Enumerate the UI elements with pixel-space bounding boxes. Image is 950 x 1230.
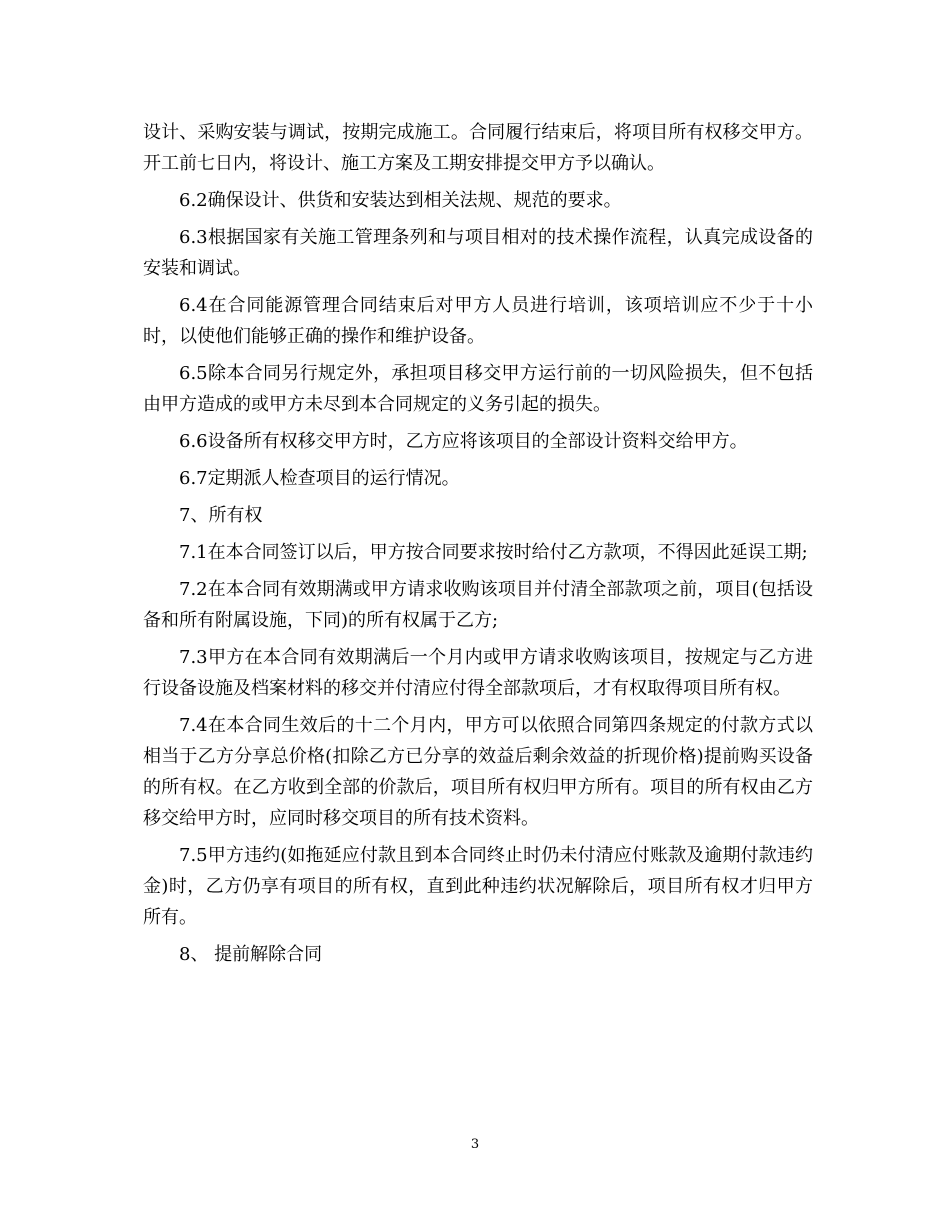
- paragraph: 设计、采购安装与调试，按期完成施工。合同履行结束后，将项目所有权移交甲方。开工前七日内，将设计、施工方案及工期安排提交甲方予以确认。: [143, 122, 813, 174]
- paragraph: 6.6设备所有权移交甲方时，乙方应将该项目的全部设计资料交给甲方。: [179, 431, 748, 452]
- paragraph: 6.3根据国家有关施工管理条列和与项目相对的技术操作流程，认真完成设备的安装和调试。: [143, 227, 813, 279]
- paragraph: 6.5除本合同另行规定外，承担项目移交甲方运行前的一切风险损失，但不包括由甲方造成的或甲方未尽到本合同规定的义务引起的损失。: [143, 363, 813, 415]
- paragraph: 7、所有权: [179, 505, 263, 526]
- document-body: [143, 117, 813, 976]
- paragraph: 6.2确保设计、供货和安装达到相关法规、规范的要求。: [179, 190, 622, 211]
- paragraph: 7.2在本合同有效期满或甲方请求收购该项目并付清全部款项之前，项目(包括设备和所有附属设施，下同)的所有权属于乙方;: [143, 579, 813, 631]
- paragraph: 6.4在合同能源管理合同结束后对甲方人员进行培训，该项培训应不少于十小时，以使他们能够正确的操作和维护设备。: [143, 295, 813, 347]
- paragraph: 6.7定期派人检查项目的运行情况。: [179, 468, 460, 489]
- paragraph: 7.3甲方在本合同有效期满后一个月内或甲方请求收购该项目，按规定与乙方进行设备设施及档案材料的移交并付清应付得全部款项后，才有权取得项目所有权。: [143, 647, 813, 699]
- paragraph: 7.1在本合同签订以后，甲方按合同要求按时给付乙方款项，不得因此延误工期;: [179, 542, 808, 563]
- paragraph: 7.4在本合同生效后的十二个月内，甲方可以依照合同第四条规定的付款方式以相当于乙方分享总价格(扣除乙方已分享的效益后剩余效益的折现价格)提前购买设备的所有权。在乙方收到全部的价款后，项目所有权归甲方所有。项目的所有权由乙方移交给甲方时，应同时移交项目的所有技术资料。: [143, 715, 813, 829]
- paragraph: 7.5甲方违约(如拖延应付款且到本合同终止时仍未付清应付账款及逾期付款违约金)时，乙方仍享有项目的所有权，直到此种违约状况解除后，项目所有权才归甲方所有。: [143, 845, 813, 928]
- page-number: 3: [470, 1137, 480, 1152]
- paragraph: 8、 提前解除合同: [179, 944, 323, 965]
